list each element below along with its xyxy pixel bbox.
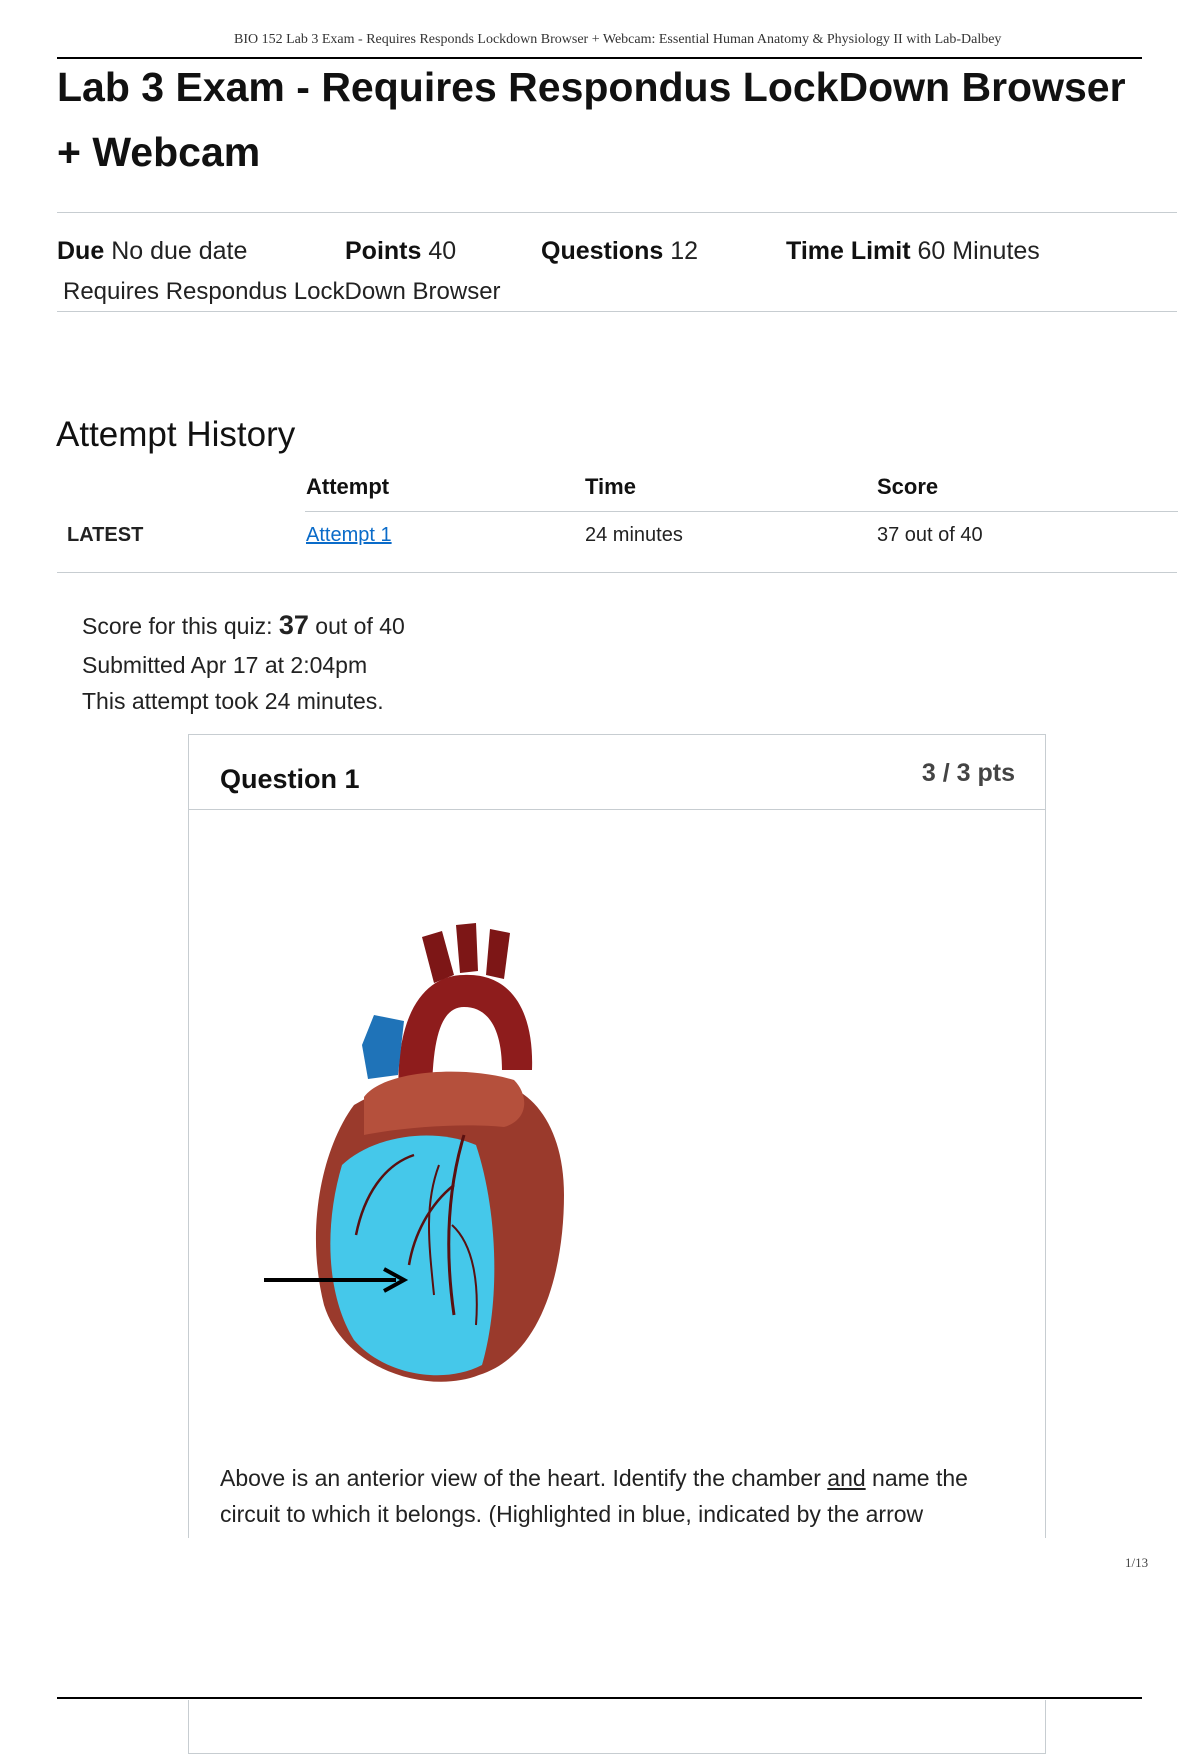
question-header <box>189 735 1045 810</box>
question-text-part: Above is an anterior view of the heart. Identify the chamber <box>220 1465 821 1491</box>
time-limit-label: Time Limit <box>786 237 911 265</box>
attempt-duration: This attempt took 24 minutes. <box>82 688 384 714</box>
question-text-emphasis: and <box>827 1465 866 1491</box>
score-value: 37 <box>278 610 309 640</box>
points-detail <box>345 237 456 266</box>
points-value: 40 <box>428 237 457 265</box>
bottom-rule <box>57 1697 1142 1699</box>
attempt-history-title: Attempt History <box>56 415 296 454</box>
print-header: BIO 152 Lab 3 Exam - Requires Responds Lockdown Browser + Webcam: Essential Human Anatomy & Physiology II with Lab-Dalbey <box>234 32 1002 47</box>
submitted-time: Submitted Apr 17 at 2:04pm <box>82 652 368 678</box>
questions-value: 12 <box>670 237 699 265</box>
divider <box>57 212 1177 213</box>
page-number: 1/13 <box>1125 1555 1149 1570</box>
question-title: Question 1 <box>220 764 360 794</box>
page-title: Lab 3 Exam - Requires Respondus LockDown Browser + Webcam <box>57 64 1126 175</box>
due-value: No due date <box>111 237 248 265</box>
due-detail <box>57 237 247 266</box>
column-header-time: Time <box>585 474 636 499</box>
carotid-shape <box>456 923 478 973</box>
atrium-shape <box>364 1072 524 1135</box>
questions-detail <box>541 237 698 266</box>
score-suffix: out of 40 <box>315 613 405 639</box>
vena-cava-shape <box>362 1015 404 1079</box>
quiz-score <box>82 610 405 641</box>
time-limit-value: 60 Minutes <box>917 237 1040 265</box>
page-footer-area <box>0 1538 1200 1700</box>
divider <box>57 311 1177 312</box>
subclavian-shape <box>486 929 510 979</box>
heart-illustration <box>264 865 624 1385</box>
divider <box>57 572 1177 573</box>
questions-label: Questions <box>541 237 664 265</box>
lockdown-note: Requires Respondus LockDown Browser <box>63 278 501 305</box>
attempt-link[interactable]: Attempt 1 <box>306 524 392 546</box>
attempt-score: 37 out of 40 <box>877 524 983 546</box>
points-label: Points <box>345 237 422 265</box>
brachiocephalic-shape <box>422 931 454 983</box>
table-header-rule <box>305 511 1178 512</box>
attempt-time: 24 minutes <box>585 524 683 546</box>
time-limit-detail <box>786 237 1040 266</box>
question-text-part: name the circuit to which it belongs. (Highlighted in blue, indicated by the arrow <box>220 1465 968 1527</box>
due-label: Due <box>57 237 105 265</box>
score-prefix: Score for this quiz: <box>82 613 273 639</box>
question-points: 3 / 3 pts <box>921 759 1015 787</box>
column-header-score: Score <box>877 474 939 499</box>
question-text <box>220 1460 1020 1532</box>
latest-tag: LATEST <box>67 524 144 546</box>
column-header-attempt: Attempt <box>306 474 390 499</box>
